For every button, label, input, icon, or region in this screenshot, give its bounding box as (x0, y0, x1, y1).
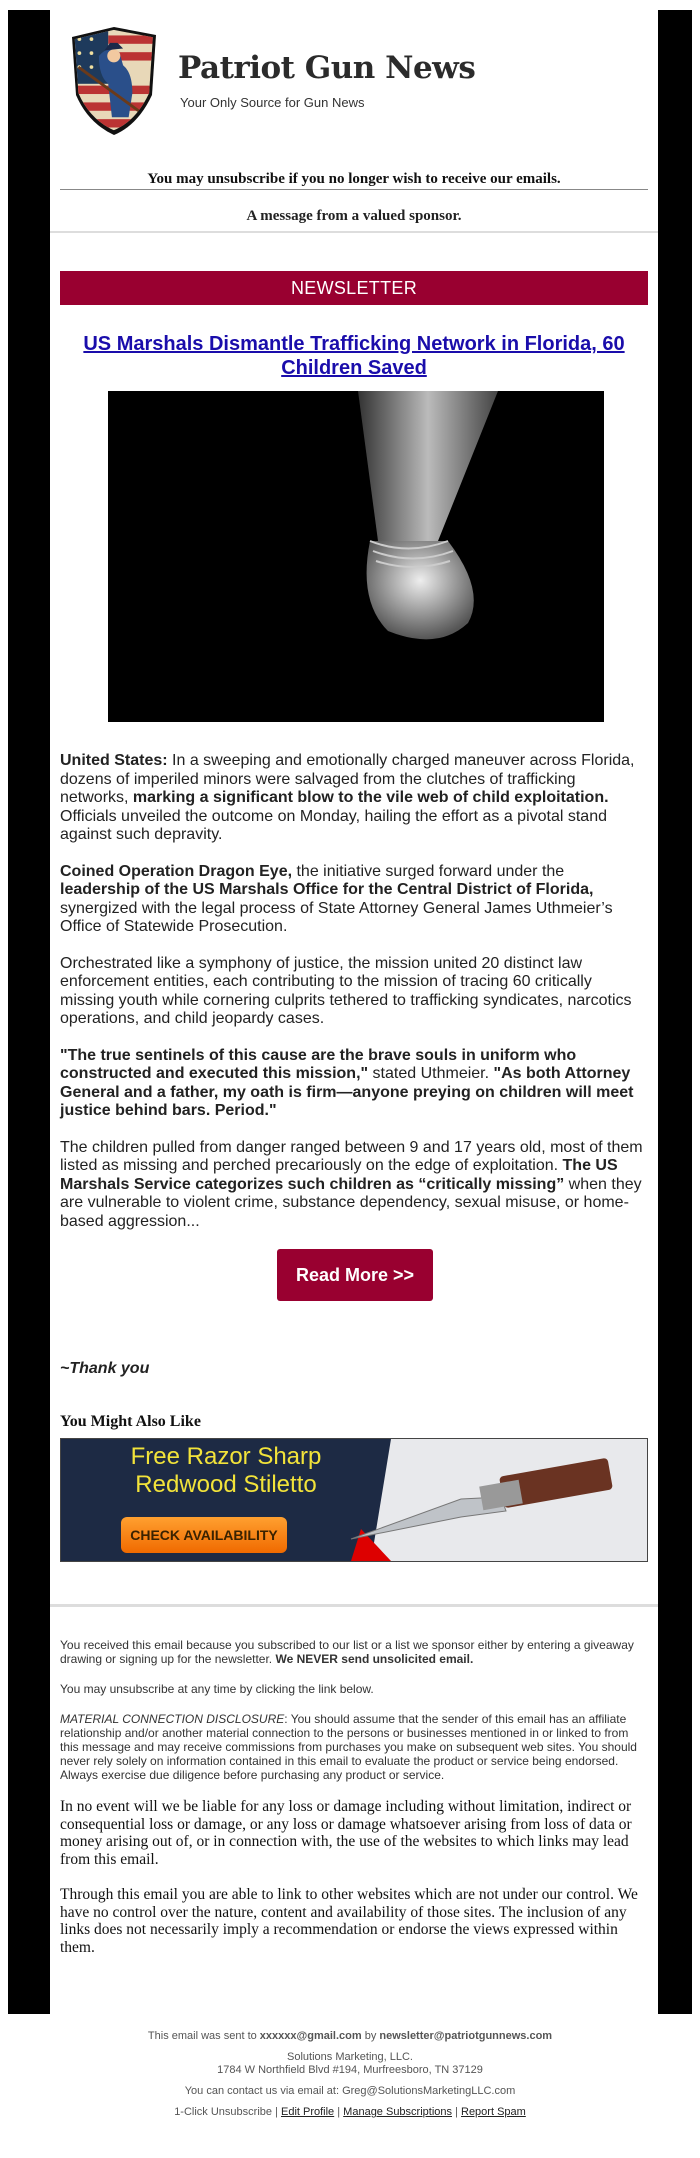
separator: | (334, 2106, 344, 2118)
report-spam-link[interactable]: Report Spam (461, 2106, 526, 2118)
related-heading: You Might Also Like (60, 1413, 201, 1430)
legal-paragraph (60, 1638, 648, 1666)
divider (50, 1604, 658, 1607)
check-availability-button[interactable]: CHECK AVAILABILITY (121, 1517, 287, 1553)
stiletto-ad-banner[interactable] (60, 1438, 648, 1562)
ad-line: Redwood Stiletto (135, 1471, 317, 1498)
contact-line: You can contact us via email at: Greg@SolutionsMarketingLLC.com (184, 2085, 516, 2097)
address: 1784 W Northfield Blvd #194, Murfreesboro, TN 37129 (217, 2064, 483, 2076)
manage-subscriptions-link[interactable]: Manage Subscriptions (343, 2106, 453, 2118)
company-name: Solutions Marketing, LLC. (287, 2051, 413, 2063)
brand-tagline: Your Only Source for Gun News (180, 95, 365, 110)
one-click-unsubscribe-link[interactable]: 1-Click Unsubscribe (174, 2106, 272, 2118)
sponsor-notice: A message from a valued sponsor. (246, 208, 462, 224)
newsletter-banner: NEWSLETTER (60, 271, 648, 305)
unsubscribe-notice[interactable]: You may unsubscribe if you no longer wish to receive our emails. (147, 171, 561, 187)
legal-section (60, 1638, 648, 1974)
footer (0, 2030, 700, 2127)
legal-paragraph: In no event will we be liable for any loss or damage including without limitation, indirect or consequential loss or damage, or any loss or damage whatsoever arising from loss of data or money arising out of, or in connection with, the use of the websites to which links may lead from this email. (60, 1798, 632, 1868)
text: You received this email because you subscribed to our list or a list we sponsor either by entering a giveaway drawing or signing up for the newsletter. (60, 1638, 634, 1666)
article-paragraph: Orchestrated like a symphony of justice, the mission united 20 distinct law enforcement entities, each contributing to the mission of tracing 60 critically missing youth while cornering culprits tethered to trafficking syndicates, narcotics operations, and child jeopardy cases. (60, 954, 632, 1027)
article-paragraph (60, 863, 648, 937)
text-bold: United States: (60, 752, 168, 769)
patriot-shield-logo (68, 25, 161, 137)
text: The children pulled from danger ranged between 9 and 17 years old, most of them listed as missing and perched precariously on the edge of exploitation. (60, 1138, 643, 1174)
article-paragraph (60, 1139, 648, 1232)
text: when they are vulnerable to violent crime, substance dependency, sexual misuse, or home-based aggression... (60, 1175, 642, 1230)
text: stated Uthmeier. (368, 1065, 494, 1082)
article-body (60, 752, 648, 1301)
ad-line: Free Razor Sharp (130, 1443, 322, 1470)
text-bold: leadership of the US Marshals Office for the Central District of Florida, (60, 881, 594, 898)
article-headline-link[interactable]: US Marshals Dismantle Trafficking Network in Florida, 60 Children Saved (83, 333, 625, 379)
article-image[interactable] (108, 391, 604, 722)
email-body (50, 10, 658, 2014)
sent-to-line (0, 2030, 700, 2043)
text-bold: "As both Attorney General and a father, my oath is firm—anyone preying on children will meet justice behind bars. Period." (60, 1065, 634, 1119)
article-paragraph (60, 1047, 648, 1121)
text: : You should assume that the sender of this email has an affiliate relationship and/or another material connection to the persons or businesses mentioned in or linked to from this message and may receive commissions from purchases you make on subsequent web sites. You should never rely solely on information contained in this email to evaluate the product or service being endorsed. Always exercise due diligence before purchasing any product or service. (60, 1712, 637, 1782)
text: In a sweeping and emotionally charged maneuver across Florida, dozens of imperiled minors were salvaged from the clutches of trafficking networks, (60, 752, 635, 806)
footer-links (0, 2106, 700, 2119)
legal-paragraph: Through this email you are able to link to other websites which are not under our control. We have no control over the nature, content and availability of those sites. The inclusion of any links does not necessarily imply a recommendation or endorse the views expressed within them. (60, 1886, 638, 1956)
article-paragraph (60, 752, 648, 845)
text-bold: Coined Operation Dragon Eye, (60, 862, 293, 880)
email-frame (8, 10, 692, 2014)
signoff: ~Thank you (60, 1360, 150, 1377)
legal-paragraph (60, 1712, 648, 1782)
disclosure-label: MATERIAL CONNECTION DISCLOSURE (60, 1712, 285, 1726)
separator: | (272, 2106, 281, 2118)
bound-hands-image (108, 391, 604, 722)
text: by (361, 2030, 380, 2042)
brand-title: Patriot Gun News (178, 50, 476, 86)
ad-headline (101, 1443, 351, 1499)
text: the initiative surged forward under the (292, 862, 565, 880)
read-more-button[interactable]: Read More >> (277, 1249, 433, 1301)
divider (60, 189, 648, 190)
company-address (0, 2051, 700, 2077)
text-bold: marking a significant blow to the vile web of child exploitation. (132, 789, 609, 806)
text: Officials unveiled the outcome on Monday, hailing the effort as a pivotal stand against such depravity. (60, 807, 607, 843)
header (50, 10, 658, 160)
text-bold: We NEVER send unsolicited email. (275, 1652, 474, 1666)
text-bold: The US Marshals Service categorizes such children as “critically missing” (60, 1157, 618, 1193)
text: synergized with the legal process of State Attorney General James Uthmeier’s Office of Statewide Prosecution. (60, 899, 613, 935)
sender-email: newsletter@patriotgunnews.com (379, 2030, 553, 2042)
edit-profile-link[interactable]: Edit Profile (280, 2106, 335, 2118)
text: This email was sent to (147, 2030, 260, 2042)
separator: | (452, 2106, 461, 2118)
text-bold: "The true sentinels of this cause are the brave souls in uniform who constructed and executed this mission," (60, 1046, 577, 1082)
divider (50, 231, 658, 233)
recipient-email: xxxxxx@gmail.com (259, 2030, 362, 2042)
legal-paragraph: You may unsubscribe at any time by clicking the link below. (60, 1682, 374, 1696)
